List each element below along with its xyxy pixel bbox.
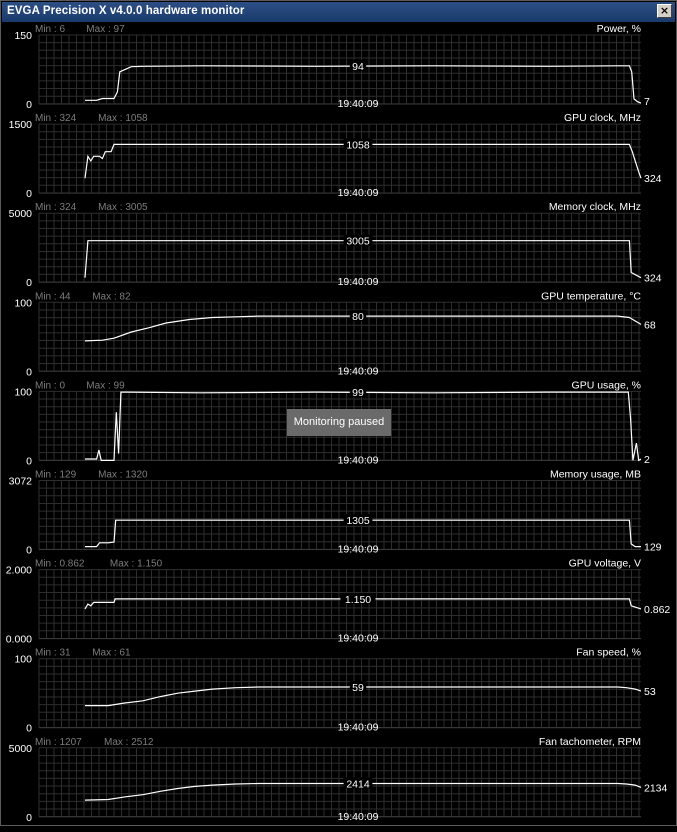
- gpu-clock-time-label: 19:40:09: [337, 187, 379, 200]
- gpu-usage-end-value: 2: [644, 454, 650, 467]
- gpu-voltage-time-label: 19:40:09: [337, 632, 379, 645]
- fan-tachometer-time-label: 19:40:09: [337, 810, 379, 823]
- gpu-voltage-max-label: Max : 1.150: [109, 558, 163, 570]
- gpu-temperature-max-label: Max : 82: [92, 291, 131, 303]
- fan-speed-max-label: Max : 61: [92, 647, 131, 659]
- power-end-value: 7: [644, 95, 650, 108]
- gpu-temperature-end-value: 68: [644, 319, 656, 332]
- memory-usage-y-min-label: 0: [26, 544, 32, 557]
- memory-clock-current-value: 3005: [346, 235, 370, 248]
- close-button[interactable]: ×: [657, 4, 672, 18]
- gpu-usage-max-label: Max : 99: [86, 380, 125, 392]
- power-time-label: 19:40:09: [337, 98, 379, 110]
- power-y-min-label: 0: [26, 99, 32, 111]
- power-title: Power, %: [596, 23, 641, 35]
- gpu-clock-end-value: 324: [644, 173, 662, 186]
- fan-speed-y-max-label: 100: [14, 653, 32, 666]
- memory-clock-min-label: Min : 324: [35, 202, 77, 214]
- fan-tachometer-title: Fan tachometer, RPM: [538, 735, 641, 748]
- fan-tachometer-max-label: Max : 2512: [104, 736, 154, 748]
- gpu-clock-title: GPU clock, MHz: [563, 112, 641, 125]
- gpu-temperature-title: GPU temperature, °C: [541, 290, 641, 303]
- fan-speed-y-min-label: 0: [26, 722, 32, 735]
- graph-gpu-temperature[interactable]: [39, 302, 641, 371]
- gpu-clock-y-max-label: 1500: [8, 119, 32, 132]
- fan-tachometer-grid: [39, 748, 641, 817]
- memory-usage-y-max-label: 3072: [8, 475, 32, 488]
- gpu-clock-y-min-label: 0: [26, 188, 32, 201]
- power-min-label: Min : 6: [35, 24, 66, 35]
- fan-tachometer-min-label: Min : 1207: [35, 736, 82, 748]
- fan-speed-end-value: 53: [644, 686, 656, 699]
- graph-memory-usage[interactable]: [39, 481, 641, 550]
- monitoring-paused-overlay: Monitoring paused: [287, 409, 391, 436]
- gpu-usage-min-label: Min : 0: [35, 380, 66, 392]
- gpu-clock-grid: [39, 124, 641, 193]
- memory-clock-time-label: 19:40:09: [337, 276, 379, 289]
- gpu-clock-min-label: Min : 324: [35, 113, 77, 125]
- memory-clock-max-label: Max : 3005: [98, 202, 148, 214]
- gpu-voltage-title: GPU voltage, V: [568, 557, 641, 570]
- window-title: EVGA Precision X v4.0.0 hardware monitor: [7, 5, 245, 17]
- memory-usage-current-value: 1305: [346, 515, 370, 528]
- memory-clock-title: Memory clock, MHz: [548, 201, 641, 214]
- gpu-clock-max-label: Max : 1058: [98, 113, 148, 125]
- graph-fan-speed[interactable]: [39, 659, 641, 728]
- gpu-temperature-y-max-label: 100: [14, 297, 32, 310]
- graph-memory-clock[interactable]: [39, 213, 641, 282]
- gpu-usage-time-label: 19:40:09: [337, 454, 379, 467]
- graph-gpu-clock[interactable]: [39, 124, 641, 193]
- memory-clock-end-value: 324: [644, 272, 662, 285]
- memory-usage-max-label: Max : 1320: [98, 469, 148, 481]
- gpu-usage-title: GPU usage, %: [571, 379, 641, 392]
- gpu-voltage-y-max-label: 2.000: [5, 564, 32, 577]
- memory-clock-y-max-label: 5000: [8, 208, 32, 221]
- gpu-temperature-time-label: 19:40:09: [337, 365, 379, 378]
- gpu-usage-y-max-label: 100: [14, 386, 32, 399]
- power-max-label: Max : 97: [86, 24, 125, 35]
- memory-usage-min-label: Min : 129: [35, 469, 77, 481]
- gpu-voltage-y-min-label: 0.000: [5, 633, 32, 646]
- fan-speed-grid: [39, 659, 641, 728]
- memory-clock-y-min-label: 0: [26, 277, 32, 290]
- gpu-clock-current-value: 1058: [346, 139, 370, 152]
- fan-speed-min-label: Min : 31: [35, 647, 71, 659]
- power-grid: [39, 35, 641, 104]
- graph-power[interactable]: [39, 35, 641, 104]
- gpu-voltage-current-value: 1.150: [344, 593, 372, 606]
- gpu-voltage-grid: [39, 570, 641, 639]
- fan-tachometer-end-value: 2134: [644, 782, 668, 795]
- power-y-max-label: 150: [14, 30, 32, 42]
- gpu-usage-y-min-label: 0: [26, 455, 32, 468]
- memory-usage-grid: [39, 481, 641, 550]
- gpu-voltage-end-value: 0.862: [644, 603, 671, 616]
- power-current-value: 94: [352, 60, 364, 73]
- memory-usage-time-label: 19:40:09: [337, 543, 379, 556]
- gpu-temperature-current-value: 80: [352, 311, 364, 324]
- graph-fan-tachometer[interactable]: [39, 748, 641, 817]
- memory-clock-grid: [39, 213, 641, 282]
- gpu-temperature-y-min-label: 0: [26, 366, 32, 379]
- gpu-voltage-min-label: Min : 0.862: [35, 558, 85, 570]
- fan-speed-current-value: 59: [352, 681, 364, 694]
- fan-tachometer-y-max-label: 5000: [8, 742, 32, 755]
- memory-usage-title: Memory usage, MB: [549, 468, 641, 481]
- memory-usage-end-value: 129: [644, 541, 662, 554]
- gpu-temperature-min-label: Min : 44: [35, 291, 71, 303]
- graph-gpu-voltage[interactable]: [39, 570, 641, 639]
- title-bar[interactable]: [2, 2, 675, 22]
- gpu-temperature-grid: [39, 302, 641, 371]
- fan-speed-time-label: 19:40:09: [337, 721, 379, 734]
- fan-tachometer-current-value: 2414: [346, 778, 370, 791]
- fan-speed-title: Fan speed, %: [576, 646, 641, 659]
- gpu-usage-current-value: 99: [352, 387, 364, 400]
- fan-tachometer-y-min-label: 0: [26, 811, 32, 824]
